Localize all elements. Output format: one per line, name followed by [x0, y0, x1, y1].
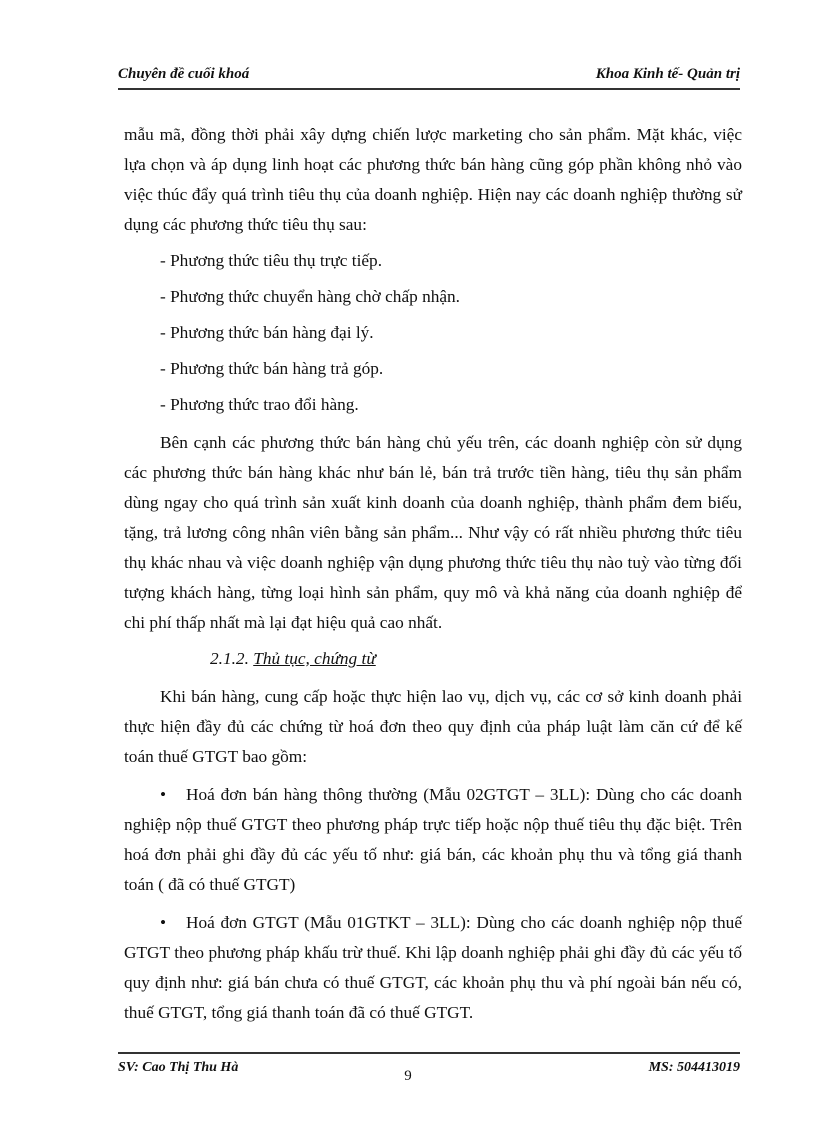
- page-header: [118, 66, 740, 83]
- bullet-icon: •: [160, 785, 167, 804]
- page-number: 9: [404, 1068, 412, 1084]
- bullet-text: Hoá đơn bán hàng thông thường (Mẫu 02GTGT – 3LL): Dùng cho các doanh nghiệp nộp thuế GTGT theo phương pháp trực tiếp hoặc nộp thuế tiêu thụ đặc biệt. Trên hoá đơn phải ghi đầy đủ các yếu tố như: giá bán, các khoản phụ thu và tổng giá thanh toán ( đã có thuế GTGT): [124, 785, 742, 894]
- section-number: 2.1.2.: [210, 649, 249, 668]
- section-heading: [124, 644, 742, 674]
- bullet-item-sales-invoice: [124, 780, 742, 900]
- paragraph-procedures: Khi bán hàng, cung cấp hoặc thực hiện lao vụ, dịch vụ, các cơ sở kinh doanh phải thực hiện đầy đủ các chứng từ hoá đơn theo quy định của pháp luật làm căn cứ để kế toán thuế GTGT bao gồm:: [124, 687, 742, 766]
- bullet-item-vat-invoice: [124, 908, 742, 1028]
- paragraph-other-methods: Bên cạnh các phương thức bán hàng chủ yếu trên, các doanh nghiệp còn sử dụng các phương thức bán hàng khác như bán lẻ, bán trả trước tiền hàng, tiêu thụ sản phẩm dùng ngay cho quá trình sản xuất kinh doanh của doanh nghiệp, thành phẩm đem biếu, tặng, trả lương công nhân viên bằng sản phẩm... Như vậy có rất nhiều phương thức tiêu thụ khác nhau và việc doanh nghiệp vận dụng phương thức tiêu thụ nào tuỳ vào từng đối tượng khách hàng, từng loại hình sản phẩm, quy mô và khả năng của doanh nghiệp để chi phí thấp nhất mà lại đạt hiệu quả cao nhất.: [124, 433, 742, 632]
- method-item: - Phương thức bán hàng trả góp.: [160, 359, 384, 378]
- paragraph-intro: mẫu mã, đồng thời phải xây dựng chiến lược marketing cho sản phẩm. Mặt khác, việc lựa chọn và áp dụng linh hoạt các phương thức bán hàng cũng góp phần không nhỏ vào việc thúc đẩy quá trình tiêu thụ của doanh nghiệp. Hiện nay các doanh nghiệp thường sử dụng các phương thức tiêu thụ sau:: [124, 125, 742, 234]
- footer-student-id: MS: 504413019: [648, 1060, 740, 1075]
- page-body: [124, 120, 742, 1028]
- footer-rule: [118, 1052, 740, 1054]
- header-faculty: Khoa Kinh tế- Quản trị: [595, 66, 740, 82]
- bullet-icon: •: [160, 913, 167, 932]
- header-course-title: Chuyên đề cuối khoá: [118, 66, 250, 82]
- header-rule: [118, 88, 740, 90]
- method-item: - Phương thức bán hàng đại lý.: [160, 323, 374, 342]
- bullet-text: Hoá đơn GTGT (Mẫu 01GTKT – 3LL): Dùng cho các doanh nghiệp nộp thuế GTGT theo phương pháp khấu trừ thuế. Khi lập doanh nghiệp phải ghi đầy đủ các yếu tố quy định như: giá bán chưa có thuế GTGT, các khoản phụ thu và phí ngoài bán nếu có, thuế GTGT, tổng giá thanh toán đã có thuế GTGT.: [124, 913, 742, 1022]
- method-item: - Phương thức tiêu thụ trực tiếp.: [160, 251, 383, 270]
- method-item: - Phương thức chuyển hàng chờ chấp nhận.: [160, 287, 460, 306]
- section-title: Thủ tục, chứng từ: [253, 649, 376, 668]
- footer-student-name: SV: Cao Thị Thu Hà: [118, 1060, 239, 1075]
- method-item: - Phương thức trao đổi hàng.: [160, 395, 359, 414]
